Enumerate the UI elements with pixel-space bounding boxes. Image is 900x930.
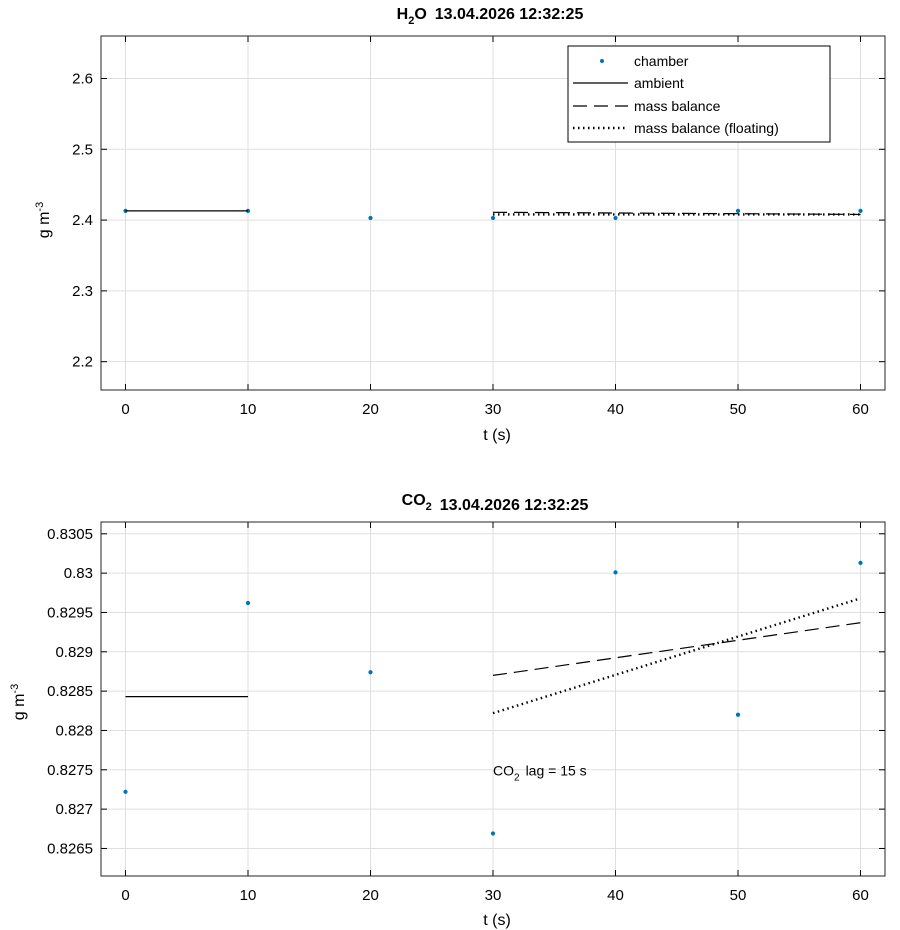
h2o-ylabel-unit: g m (36, 211, 53, 239)
co2-ytick-label: 0.8295 (47, 604, 93, 622)
co2-ytick-label: 0.8265 (47, 840, 93, 858)
co2-xtick-label: 50 (729, 887, 747, 904)
co2-xtick-label: 10 (239, 887, 257, 904)
h2o-ylabel (34, 202, 53, 238)
h2o-title-suffix: O (414, 6, 427, 23)
co2-panel (9, 492, 885, 929)
co2-lag-annotation (493, 762, 587, 783)
co2-title-species: CO (401, 492, 426, 509)
co2-ytick-label: 0.829 (55, 643, 93, 661)
h2o-xtick-label: 50 (729, 401, 747, 418)
co2-xlabel: t (s) (483, 912, 511, 929)
h2o-ytick-label: 2.6 (72, 70, 93, 88)
co2-chamber-point (368, 670, 372, 674)
h2o-ytick-label: 2.3 (72, 282, 93, 300)
legend-label-mass-balance-floating: mass balance (floating) (634, 120, 779, 136)
co2-ytick-label: 0.8305 (47, 525, 93, 543)
h2o-xtick-label: 40 (607, 401, 624, 418)
legend-marker-chamber (600, 59, 604, 63)
co2-ytick-label: 0.8285 (47, 683, 93, 701)
co2-axes (47, 522, 885, 904)
co2-chamber-point (858, 561, 862, 565)
co2-ytick-label: 0.83 (63, 565, 93, 583)
co2-title-timestamp: 13.04.2026 12:32:25 (439, 497, 589, 514)
co2-xtick-label: 40 (607, 887, 624, 904)
co2-xtick-label: 20 (362, 887, 379, 904)
h2o-ytick-label: 2.2 (72, 353, 93, 371)
co2-ytick-label: 0.827 (55, 801, 93, 819)
h2o-title (397, 6, 584, 27)
co2-xtick-label: 0 (121, 887, 130, 904)
co2-ytick-label: 0.828 (55, 722, 93, 740)
co2-lag-species: CO (493, 762, 514, 779)
co2-xtick-label: 30 (484, 887, 502, 904)
legend (568, 46, 830, 142)
co2-chamber-point (491, 831, 495, 835)
h2o-xtick-label: 0 (121, 401, 130, 418)
co2-chamber-point (736, 713, 740, 717)
co2-chamber-point (613, 570, 617, 574)
legend-label-mass-balance: mass balance (634, 98, 721, 114)
h2o-chamber-point (736, 209, 740, 213)
h2o-chamber-point (491, 216, 495, 220)
co2-chamber-point (246, 601, 250, 605)
h2o-title-subscript: 2 (408, 15, 415, 27)
h2o-panel (34, 6, 885, 444)
h2o-chamber-point (368, 216, 372, 220)
co2-grid (101, 522, 885, 876)
co2-lag-text: lag = 15 s (525, 762, 587, 779)
co2-mass-balance-floating-line (493, 598, 861, 713)
co2-chamber-point (123, 790, 127, 794)
co2-title-subscript: 2 (425, 501, 432, 513)
h2o-chamber-point (858, 209, 862, 213)
h2o-ytick-label: 2.4 (72, 212, 93, 230)
h2o-xtick-label: 10 (239, 401, 257, 418)
h2o-xtick-label: 20 (362, 401, 379, 418)
h2o-title-species: H (396, 6, 409, 23)
co2-lag-subscript: 2 (514, 772, 520, 784)
h2o-ytick-label: 2.5 (72, 141, 93, 159)
legend-label-ambient: ambient (634, 75, 684, 91)
co2-ylabel (9, 684, 28, 720)
co2-title (402, 492, 589, 514)
co2-ylabel-exponent: -3 (9, 683, 21, 694)
h2o-xlabel: t (s) (483, 427, 511, 444)
h2o-title-timestamp: 13.04.2026 12:32:25 (434, 6, 584, 23)
h2o-xtick-label: 30 (484, 401, 502, 418)
h2o-xtick-label: 60 (852, 401, 869, 418)
co2-ylabel-unit: g m (11, 693, 28, 721)
h2o-chamber-point (613, 216, 617, 220)
co2-xtick-label: 60 (852, 887, 869, 904)
h2o-ylabel-exponent: -3 (34, 201, 46, 212)
legend-label-chamber: chamber (634, 53, 689, 69)
co2-ytick-label: 0.8275 (47, 761, 93, 779)
co2-mass-balance-line (493, 623, 861, 676)
